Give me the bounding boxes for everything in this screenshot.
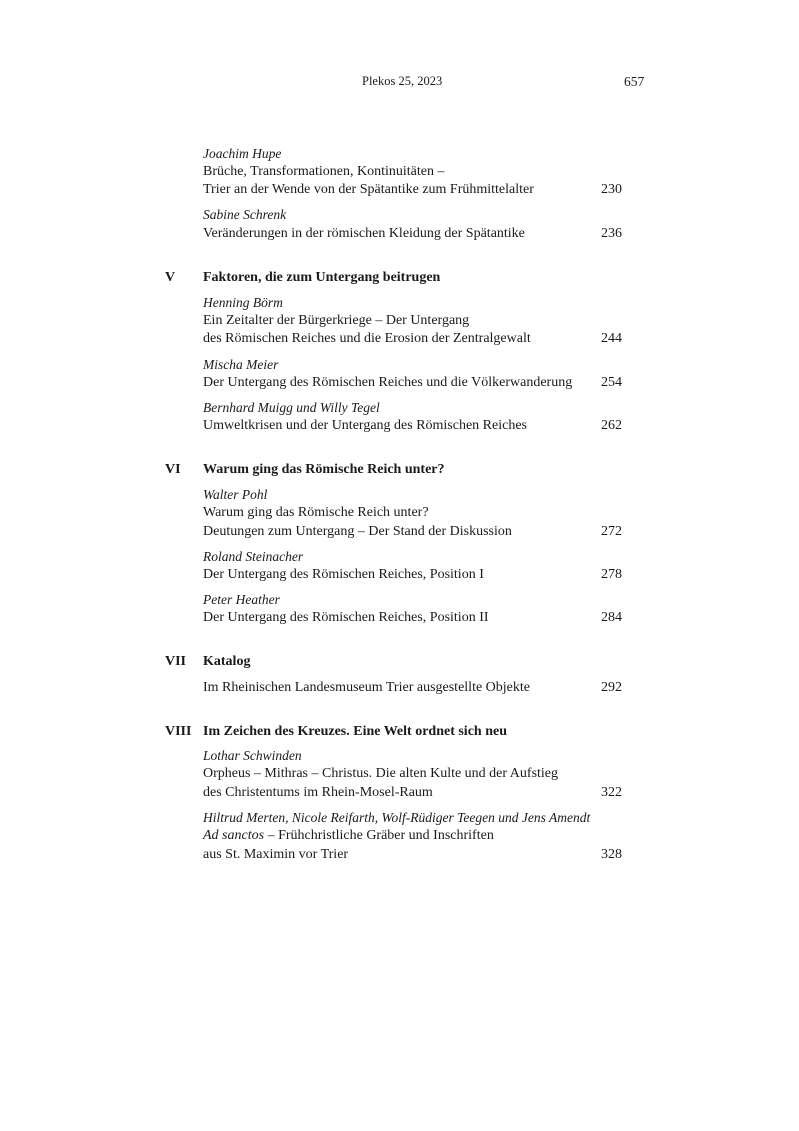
- entry-author: Henning Börm: [203, 295, 283, 310]
- entry-title-line: des Römischen Reiches und die Erosion der Zentralgewalt: [203, 331, 531, 346]
- entry-page: 292: [601, 680, 622, 695]
- entry-title-line: Der Untergang des Römischen Reiches, Position II: [203, 610, 489, 625]
- entry-title-line: Orpheus – Mithras – Christus. Die alten Kulte und der Aufstieg: [203, 766, 559, 781]
- entry-title-line: aus St. Maximin vor Trier: [203, 847, 349, 862]
- entry-author: Sabine Schrenk: [203, 207, 287, 222]
- entry-title-italic: Ad sanctos: [203, 828, 265, 843]
- section-title: Im Zeichen des Kreuzes. Eine Welt ordnet sich neu: [203, 724, 507, 739]
- entry-title-line: Veränderungen in der römischen Kleidung der Spätantike: [203, 226, 525, 241]
- entry-page: 328: [601, 847, 622, 862]
- entry-title-rest: – Frühchristliche Gräber und Inschriften: [264, 828, 494, 843]
- section-numeral: VII: [165, 654, 187, 669]
- entry-author: Mischa Meier: [203, 357, 279, 372]
- section-title: Warum ging das Römische Reich unter?: [203, 462, 445, 477]
- entry-author: Lothar Schwinden: [203, 748, 302, 763]
- entry-author: Joachim Hupe: [203, 146, 282, 161]
- entry-title-line: Der Untergang des Römischen Reiches, Position I: [203, 567, 484, 582]
- entry-title-line: [203, 828, 494, 844]
- entry-page: 262: [601, 418, 622, 433]
- entry-title-line: Im Rheinischen Landesmuseum Trier ausgestellte Objekte: [203, 680, 530, 695]
- entry-title-line: Deutungen zum Untergang – Der Stand der Diskussion: [203, 524, 512, 539]
- entry-page: 244: [601, 331, 622, 346]
- entry-title-line: Warum ging das Römische Reich unter?: [203, 505, 429, 520]
- entry-title-line: Ein Zeitalter der Bürgerkriege – Der Untergang: [203, 313, 470, 328]
- entry-page: 254: [601, 375, 622, 390]
- entry-author: Walter Pohl: [203, 487, 268, 502]
- entry-author: Hiltrud Merten, Nicole Reifarth, Wolf-Rüdiger Teegen und Jens Amendt: [203, 810, 591, 825]
- entry-author: Roland Steinacher: [203, 549, 304, 564]
- section-numeral: VIII: [165, 724, 192, 739]
- entry-title-line: Der Untergang des Römischen Reiches und die Völkerwanderung: [203, 375, 573, 390]
- page-number: 657: [624, 74, 645, 89]
- entry-title-line: Trier an der Wende von der Spätantike zum Frühmittelalter: [203, 182, 534, 197]
- section-title: Faktoren, die zum Untergang beitrugen: [203, 270, 441, 285]
- entry-page: 278: [601, 567, 622, 582]
- section-numeral: V: [165, 270, 176, 285]
- section-title: Katalog: [203, 654, 251, 669]
- entry-page: 272: [601, 524, 622, 539]
- entry-author: Bernhard Muigg und Willy Tegel: [203, 400, 380, 415]
- entry-author: Peter Heather: [203, 592, 280, 607]
- entry-page: 322: [601, 785, 622, 800]
- entry-page: 230: [601, 182, 622, 197]
- journal-title: Plekos 25, 2023: [362, 74, 443, 88]
- entry-title-line: des Christentums im Rhein-Mosel-Raum: [203, 785, 433, 800]
- entry-title-line: Brüche, Transformationen, Kontinuitäten –: [203, 164, 445, 179]
- entry-page: 236: [601, 226, 622, 241]
- section-numeral: VI: [165, 462, 181, 477]
- entry-page: 284: [601, 610, 622, 625]
- entry-title-line: Umweltkrisen und der Untergang des Römischen Reiches: [203, 418, 528, 433]
